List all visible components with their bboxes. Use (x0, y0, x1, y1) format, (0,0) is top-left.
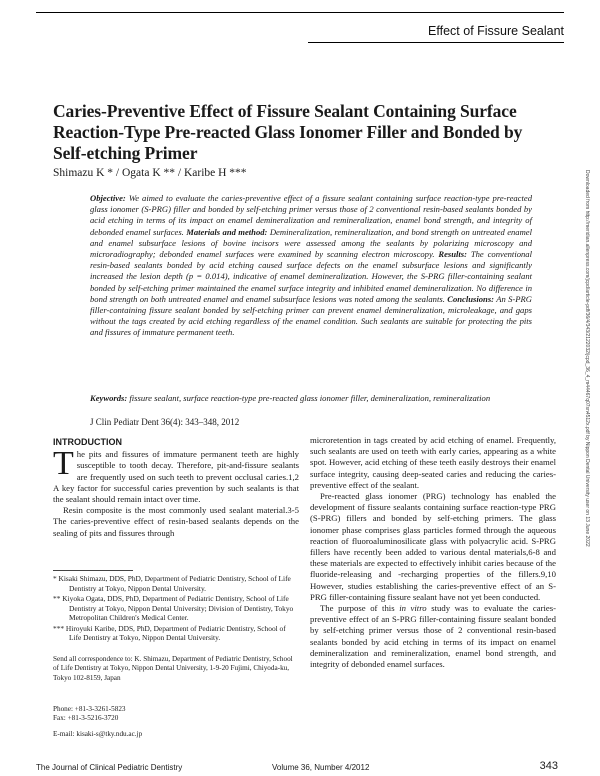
right-column (310, 435, 556, 670)
download-note: Downloaded from http://meridian.allenpress.com/jcpd/article-pdf/36/4/343/2122032/jcpd_36_4_m44467q07sn4512x.pdf by Nippon Dental University user on 13 June 2022 (584, 170, 590, 547)
objective-label: Objective: (90, 193, 126, 203)
abstract (90, 193, 532, 339)
drop-cap: T (53, 445, 74, 483)
intro-heading: INTRODUCTION (53, 437, 122, 447)
keywords-label: Keywords: (90, 393, 128, 403)
footnote: *** Hiroyuki Karibe, DDS, PhD, Department of Pediatric Dentistry, School of Life Dentistry at Tokyo, Nippon Dental University. (53, 623, 286, 642)
authors: Shimazu K * / Ogata K ** / Karibe H *** (53, 167, 247, 179)
footnote: ** Kiyoka Ogata, DDS, PhD, Department of Pediatric Dentistry, School of Life Dentistry at Tokyo, Nippon Dental University; Division of Dentistry, Tokyo Metropolitan Children's Medical Center. (53, 594, 294, 622)
left-column (53, 437, 299, 539)
col2-paragraph-1: microretention in tags created by acid etching of enamel. Frequently, such sealants are used on teeth with early caries, appearing as a white spot. However, acid etching of these teeth easily destroys their enamel surface integrity, causing deep-seated caries and reducing the caries-preventive effect of the sealant. (310, 435, 556, 490)
methods-text: Demineralization, remineralization, and bond strength on untreated enamel and enamel subsurface lesions of bovine incisors were assessed among the sealants by polarizing microscopy and microradiography; debonded enamel surfaces were examined by scanning electron microscopy. (90, 226, 533, 260)
download-watermark (583, 170, 590, 756)
email: E-mail: kisaki-s@tky.ndu.ac.jp (53, 730, 143, 738)
header-underline (308, 42, 564, 43)
col2-paragraph-3 (310, 603, 556, 670)
intro-paragraph-2: Resin composite is the most commonly used sealant material.3-5 The caries-preventive effect of resin-based sealants depends on the sealing of pits and fissures through (53, 505, 299, 538)
phone: Phone: +81-3-3261-5823 (53, 705, 126, 713)
conclusions-text: An S-PRG filler-containing fissure sealant bonded by self-etching primer can prevent enamel demineralization, microleakage, and gaps without the tags created by acid etching regardless of the enamel condition. Such sealants are suitable for protecting the pits and fissures of immature permanent teeth. (90, 293, 533, 338)
footer-journal: The Journal of Clinical Pediatric Dentistry (36, 763, 183, 772)
article-title: Caries-Preventive Effect of Fissure Sealant Containing Surface Reaction-Type Pre-reacted Glass Ionomer Filler and Bonded by Self-etching Primer (53, 101, 523, 163)
citation: J Clin Pediatr Dent 36(4): 343–348, 2012 (90, 417, 240, 427)
fax: Fax: +81-3-5216-3720 (53, 714, 119, 723)
conclusions-label: Conclusions: (444, 293, 495, 304)
results-label: Results: (434, 249, 467, 260)
footer-volume: Volume 36, Number 4/2012 (272, 763, 370, 772)
keywords-text: fissure sealant, surface reaction-type pre-reacted glass ionomer filler, demineralization, remineralization (127, 393, 491, 403)
header-rule (36, 12, 564, 13)
author-footnotes (53, 574, 299, 644)
results-text: The conventional resin-based sealants bonded by acid etching caused surface defects on the enamel subsurface lesions and significantly increased the lesion depth (p = 0.014), indicative of enamel demineralization. However, the S-PRG filler-containing sealant bonded by self-etching primer maintained the enamel surface integrity and inhibited enamel demineralization. No difference in bond strength on both untreated enamel and enamel subsurface lesions was noted among the sealants. (90, 249, 532, 304)
footnote-rule (53, 570, 133, 571)
contact-phone-fax (53, 705, 126, 724)
running-head: Effect of Fissure Sealant (428, 24, 564, 38)
page-number: 343 (539, 760, 558, 772)
p3-end: study was to evaluate the caries-preventive effect of an S-PRG filler-containing fissure sealant bonded by self-etching primer versus those of 2 conventional resin-based sealants bonded by acid etching in terms of its impact on enamel demineralization and remineralization, enamel bond strength, and integrity of debonded enamel surfaces. (310, 603, 557, 670)
intro-paragraph-1 (53, 445, 299, 505)
p3-italic: in vitro (399, 603, 427, 614)
col2-paragraph-2: Pre-reacted glass ionomer (PRG) technology has enabled the development of fissure sealants containing surface reaction-type PRG (S-PRG) fillers and bonded by self-etching primers. The glass ionomer phase comprises glass particles formed through the aqueous reaction of fluoroaluminosilicate glass with polyacrylic acid. S-PRG fillers have recently been added to various dental materials,6-8 and these materials are expected to effectively inhibit caries because of the fluoride-releasing and -recharging properties of the fillers.9,10 However, studies establishing the caries-preventive effect of an S-PRG filler-containing fissure sealant have not yet been conducted. (310, 491, 556, 602)
methods-label: Materials and method: (183, 226, 268, 237)
keywords (90, 393, 532, 404)
objective-text: We aimed to evaluate the caries-preventive effect of a fissure sealant containing surface reaction-type pre-reacted glass ionomer (S-PRG) filler and bonded by self-etching primer versus those of 2 conventional resin-based sealants bonded by acid etching in terms of its impact on enamel demineralization and remineralization, enamel bond strength, and integrity of debonded enamel surfaces. (90, 193, 532, 237)
correspondence: Send all correspondence to: K. Shimazu, Department of Pediatric Dentistry, School of Life Dentistry at Tokyo, Nippon Dental University, 1-9-20 Fujimi, Chiyoda-ku, Tokyo 102-8159, Japan (53, 655, 293, 682)
intro-p1-text: he pits and fissures of immature permanent teeth are highly susceptible to tooth decay. Therefore, pit-and-fissure sealants are frequently used on such teeth to prevent occlusal caries.1,2 A key factor for successful caries prevention by such sealants is that the sealant should remain intact over time. (53, 449, 299, 505)
p3-start: The purpose of this (320, 603, 400, 614)
footnote: * Kisaki Shimazu, DDS, PhD, Department of Pediatric Dentistry, School of Life Dentistry at Tokyo, Nippon Dental University. (53, 574, 291, 593)
